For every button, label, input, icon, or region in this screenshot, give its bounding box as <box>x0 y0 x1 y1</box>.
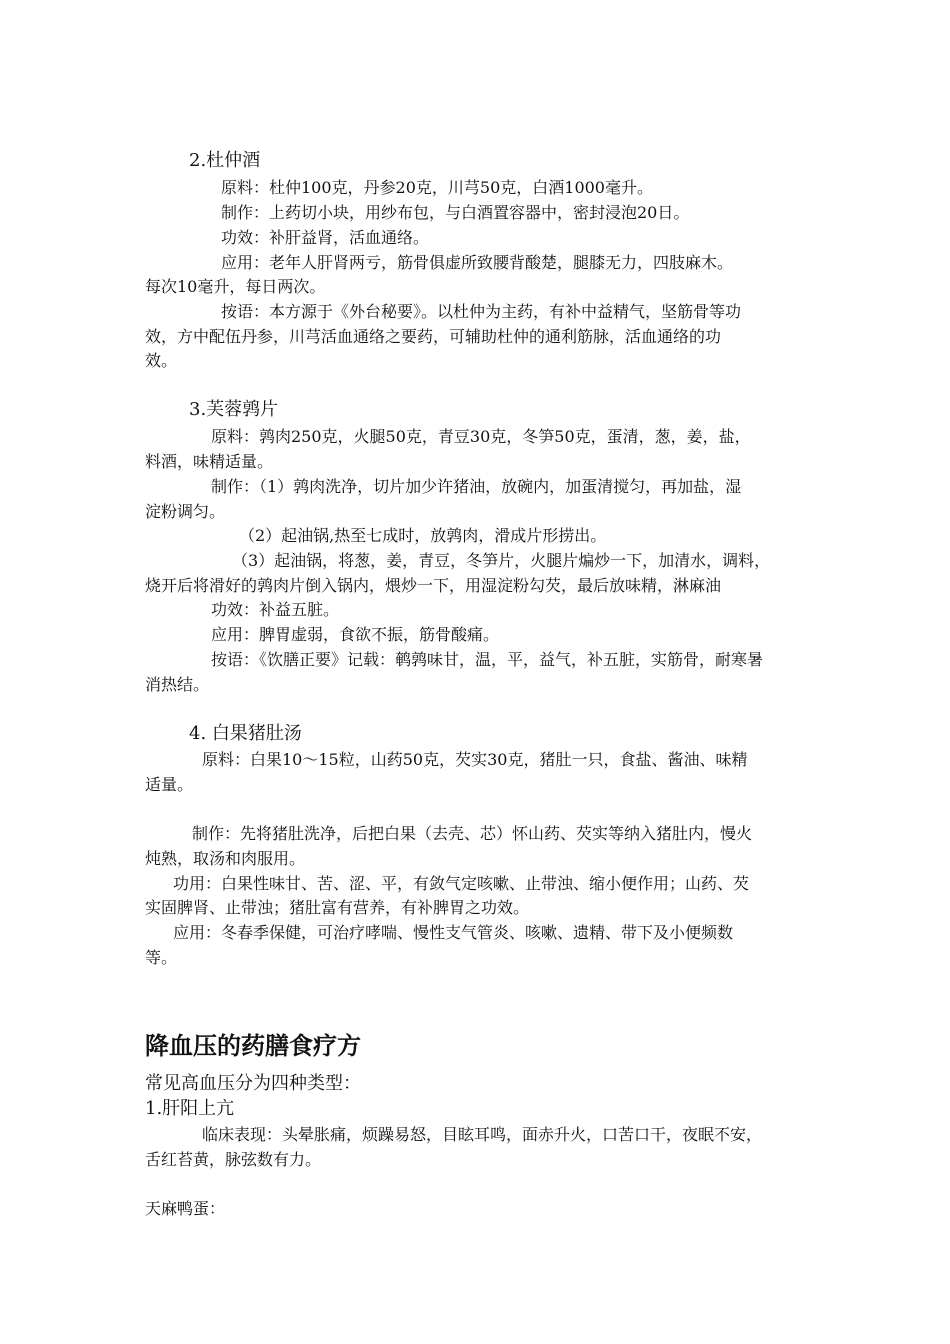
text-line: 舌红苔黄，脉弦数有力。 <box>145 1150 322 1169</box>
text-line: 原料：白果10～15粒，山药50克，芡实30克，猪肚一只，食盐、酱油、味精 <box>202 750 748 769</box>
text-line: 消热结。 <box>145 675 210 694</box>
text-line: （3）起油锅，将葱，姜，青豆，冬笋片，火腿片煸炒一下，加清水，调料， <box>232 551 771 570</box>
text-line: 制作：先将猪肚洗净，后把白果（去壳、芯）怀山药、芡实等纳入猪肚内，慢火 <box>192 824 753 843</box>
text-line: 按语：《饮膳正要》记载：鹌鹑味甘，温，平，益气，补五脏，实筋骨，耐寒暑 <box>211 650 764 669</box>
text-line: 适量。 <box>145 775 194 794</box>
text-line: 应用：冬春季保健，可治疗哮喘、慢性支气管炎、咳嗽、遗精、带下及小便频数 <box>173 923 734 942</box>
recipe-title: 天麻鸭蛋： <box>145 1199 226 1218</box>
section-title-4: 4. 白果猪肚汤 <box>189 723 302 744</box>
text-line: 应用：脾胃虚弱，食欲不振，筋骨酸痛。 <box>211 625 500 644</box>
text-line: 制作：（1）鹑肉洗净，切片加少许猪油，放碗内，加蛋清搅匀，再加盐，湿 <box>211 477 742 496</box>
text-line: 烧开后将滑好的鹑肉片倒入锅内，煨炒一下，用湿淀粉勾芡，最后放味精，淋麻油 <box>145 576 722 595</box>
text-line: 效。 <box>145 351 178 370</box>
text-line: 功效：补肝益肾，活血通络。 <box>221 228 430 247</box>
text-line: 原料：鹑肉250克，火腿50克，青豆30克，冬笋50克，蛋清，葱，姜，盐， <box>211 427 751 446</box>
section-title-2: 2.杜仲酒 <box>189 150 261 171</box>
text-line: 制作：上药切小块，用纱布包，与白酒置容器中，密封浸泡20日。 <box>221 203 690 222</box>
section-title-3: 3.芙蓉鹑片 <box>189 399 279 420</box>
text-line: 应用：老年人肝肾两亏，筋骨俱虚所致腰背酸楚，腿膝无力，四肢麻木。 <box>221 253 734 272</box>
text-line: （2）起油锅,热至七成时，放鹑肉，滑成片形捞出。 <box>239 526 607 545</box>
text-line: 临床表现：头晕胀痛，烦躁易怒，目眩耳鸣，面赤升火，口苦口干，夜眠不安， <box>202 1125 763 1144</box>
text-line: 效，方中配伍丹参，川芎活血通络之要药，可辅助杜仲的通利筋脉，活血通络的功 <box>145 327 722 346</box>
text-line: 每次10毫升，每日两次。 <box>145 277 326 296</box>
text-line: 等。 <box>145 948 178 967</box>
text-line: 功效：补益五脏。 <box>211 600 340 619</box>
intro-line: 常见高血压分为四种类型： <box>145 1073 361 1094</box>
text-line: 淀粉调匀。 <box>145 502 226 521</box>
text-line: 实固脾肾、止带浊；猪肚富有营养，有补脾胃之功效。 <box>145 898 530 917</box>
text-line: 炖熟，取汤和肉服用。 <box>145 849 306 868</box>
text-line: 料酒，味精适量。 <box>145 452 274 471</box>
page-heading: 降血压的药膳食疗方 <box>145 1031 361 1060</box>
type-title: 1.肝阳上亢 <box>145 1098 235 1119</box>
text-line: 按语：本方源于《外台秘要》。以杜仲为主药，有补中益精气，坚筋骨等功 <box>221 302 742 321</box>
text-line: 功用：白果性味甘、苦、涩、平，有敛气定咳嗽、止带浊、缩小便作用；山药、芡 <box>173 874 750 893</box>
text-line: 原料：杜仲100克，丹参20克，川芎50克，白酒1000毫升。 <box>221 178 653 197</box>
